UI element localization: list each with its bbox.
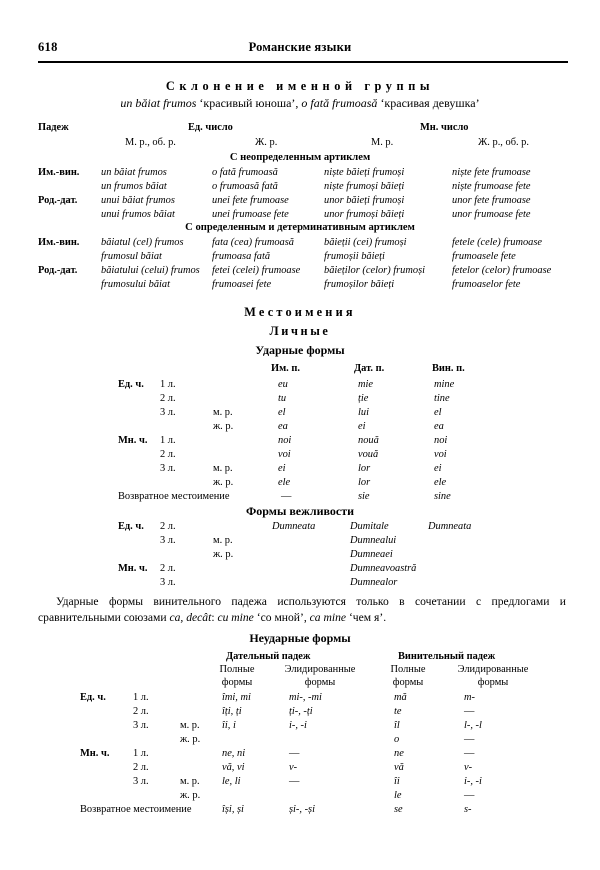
usage-note-paragraph: [38, 594, 566, 625]
table-row: [0, 747, 600, 761]
cell-accusative-full: te: [394, 706, 402, 717]
cell-dative-full: vă, vi: [222, 762, 245, 773]
row-gender-label: ж. р.: [213, 421, 234, 432]
cell-nominative: voi: [278, 449, 291, 460]
reflexive-label: Возвратное местоимение: [80, 804, 192, 815]
cell-accusative-full: îl: [394, 720, 400, 731]
cell-accusative: ea: [434, 421, 444, 432]
running-head-title: Романские языки: [248, 40, 352, 54]
table-row: [0, 264, 600, 278]
row-person-label: 1 л.: [133, 692, 149, 703]
header-pl-masc: М. р.: [371, 137, 394, 148]
header-accusative: Вин. п.: [432, 363, 465, 374]
cell-sg-fem: fata (cea) frumoasă: [212, 237, 294, 248]
table-row: [0, 476, 600, 490]
cell-sg-fem: o fată frumoasă: [212, 167, 278, 178]
table-row: [0, 789, 600, 803]
subheader-line-1: Элидированные: [457, 664, 529, 675]
cell-sg-fem: o frumoasă fată: [212, 181, 278, 192]
row-number-label: Мн. ч.: [118, 563, 148, 574]
row-gender-label: ж. р.: [213, 477, 234, 488]
cell-accusative-elided: l-, -l: [464, 720, 482, 731]
row-gender-label: м. р.: [213, 535, 233, 546]
table-row: [0, 576, 600, 590]
cell-accusative-elided: v-: [464, 762, 473, 773]
cell-nominative: Dumneata: [272, 521, 316, 532]
cell-accusative: ei: [434, 463, 442, 474]
row-person-label: 1 л.: [160, 435, 176, 446]
row-person-label: 2 л.: [160, 563, 176, 574]
row-person-label: 3 л.: [133, 720, 149, 731]
subheader-line-1: Элидированные: [284, 664, 356, 675]
row-gender-label: м. р.: [180, 720, 200, 731]
header-plural: Мн. число: [420, 122, 469, 133]
example-masculine-phrase: un băiat frumos: [120, 96, 197, 110]
cell-pl-masc: unor frumoși băieți: [324, 209, 405, 220]
table-row: [0, 434, 600, 448]
cell-sg-masc: frumosului băiat: [101, 279, 170, 290]
row-person-label: 2 л.: [133, 706, 149, 717]
cell-accusative: sine: [434, 491, 451, 502]
cell-pl-fem: fetelor (celor) frumoase: [452, 265, 552, 276]
row-person-label: 1 л.: [160, 379, 176, 390]
row-person-label: 3 л.: [160, 463, 176, 474]
cell-nominative: noi: [278, 435, 292, 446]
cell-sg-fem: unei fete frumoase: [212, 195, 289, 206]
cell-dative-elided: ți-, -ți: [289, 706, 313, 717]
note-text-4: ‘чем я’.: [346, 610, 387, 624]
subheader-line-1: Полные: [390, 664, 426, 675]
cell-accusative-elided: —: [464, 790, 475, 801]
cell-nominative: tu: [278, 393, 287, 404]
table-row-reflexive: [0, 803, 600, 817]
table-row: [0, 775, 600, 789]
row-person-label: 2 л.: [160, 393, 176, 404]
table-row: [0, 406, 600, 420]
declension-table-header-row-2: [0, 136, 600, 150]
subheader-line-2: формы: [304, 676, 336, 688]
cell-sg-masc: băiatul (cel) frumos: [101, 237, 184, 248]
header-rule: [38, 61, 568, 63]
cell-accusative: mine: [434, 379, 455, 390]
reflexive-label: Возвратное местоимение: [118, 491, 230, 502]
cell-pl-masc: băieților (celor) frumoși: [324, 265, 426, 276]
declension-example-line: [0, 96, 600, 111]
cell-nominative: ele: [278, 477, 291, 488]
note-text-3: ‘со мной’,: [253, 610, 310, 624]
cell-dative: Dumneaei: [350, 549, 393, 560]
cell-pl-fem: frumoasele fete: [452, 251, 516, 262]
table-row: [0, 562, 600, 576]
cell-dative: Dumnealor: [350, 577, 398, 588]
cell-nominative: el: [278, 407, 286, 418]
cell-accusative-elided: s-: [464, 804, 472, 815]
table-row: [0, 448, 600, 462]
subheader-line-2: формы: [221, 676, 253, 688]
row-person-label: 1 л.: [133, 748, 149, 759]
cell-dative: vouă: [358, 449, 379, 460]
table-row: [0, 462, 600, 476]
subheading-stressed-forms: Ударные формы: [255, 343, 345, 357]
row-case-label: Род.-дат.: [38, 195, 78, 206]
cell-dative: ție: [358, 393, 369, 404]
cell-sg-masc: băiatului (celui) frumos: [101, 265, 200, 276]
cell-dative-elided: și-, -și: [289, 804, 315, 815]
header-singular: Ед. число: [188, 122, 233, 133]
section-heading-pronouns: Местоимения: [244, 305, 356, 319]
subheading-unstressed-forms: Неударные формы: [249, 631, 351, 645]
table-row: [0, 278, 600, 292]
example-feminine-gloss: ‘красивая девушка’: [380, 96, 480, 110]
table-row: [0, 236, 600, 250]
table-row: [0, 166, 600, 180]
cell-pl-masc: frumoșii băieți: [324, 251, 385, 262]
cell-pl-masc: băieții (cei) frumoși: [324, 237, 407, 248]
cell-accusative: tine: [434, 393, 450, 404]
cell-sg-masc: frumosul băiat: [101, 251, 162, 262]
row-number-label: Мн. ч.: [118, 435, 148, 446]
cell-dative-full: le, li: [222, 776, 241, 787]
table-row: [0, 378, 600, 392]
row-gender-label: ж. р.: [180, 734, 201, 745]
declension-table-header-row-1: [0, 121, 600, 135]
cell-pl-masc: niște frumoși băieți: [324, 181, 405, 192]
subheader-dative-full: [207, 664, 267, 689]
row-number-label: Ед. ч.: [118, 379, 144, 390]
cell-nominative: eu: [278, 379, 288, 390]
row-gender-label: м. р.: [213, 463, 233, 474]
cell-pl-fem: frumoaselor fete: [452, 279, 521, 290]
cell-sg-masc: un frumos băiat: [101, 181, 167, 192]
note-text-2: :: [211, 610, 218, 624]
row-person-label: 2 л.: [133, 762, 149, 773]
cell-dative-elided: mi-, -mi: [289, 692, 322, 703]
cell-dative-full: ne, ni: [222, 748, 246, 759]
table-row: [0, 733, 600, 747]
cell-sg-fem: frumoasa fată: [212, 251, 271, 262]
page-number: 618: [38, 40, 58, 54]
cell-sg-fem: unei frumoase fete: [212, 209, 289, 220]
example-feminine-phrase: o fată frumoasă: [301, 96, 378, 110]
cell-accusative-elided: i-, -i: [464, 776, 482, 787]
cell-dative: lor: [358, 477, 371, 488]
section-heading-declension: Склонение именной группы: [165, 79, 435, 93]
header-accusative-case: Винительный падеж: [398, 651, 496, 662]
subheader-line-2: формы: [477, 676, 509, 688]
cell-nominative: ea: [278, 421, 288, 432]
cell-dative: mie: [358, 379, 374, 390]
subheader-line-2: формы: [392, 676, 424, 688]
cell-dative: Dumitale: [350, 521, 389, 532]
cell-dative-full: își, și: [222, 804, 244, 815]
cell-dative: nouă: [358, 435, 379, 446]
cell-dative: Dumnealui: [350, 535, 397, 546]
cell-dative: lor: [358, 463, 371, 474]
example-masculine-gloss: ‘красивый юноша’,: [199, 96, 299, 110]
header-case: Падеж: [38, 122, 69, 133]
subheading-personal: Личные: [269, 324, 331, 338]
header-pl-fem: Ж. р., об. р.: [478, 137, 529, 148]
table-row: [0, 420, 600, 434]
cell-accusative: Dumneata: [428, 521, 472, 532]
cell-pl-masc: unor băieți frumoși: [324, 195, 405, 206]
table-row: [0, 392, 600, 406]
subheader-accusative-elided: [445, 664, 541, 689]
cell-pl-fem: niște fete frumoase: [452, 167, 531, 178]
table-row: [0, 761, 600, 775]
row-person-label: 2 л.: [160, 521, 176, 532]
row-gender-label: м. р.: [180, 776, 200, 787]
cell-sg-masc: unui băiat frumos: [101, 195, 175, 206]
cell-dative-elided: —: [289, 748, 300, 759]
cell-accusative: ele: [434, 477, 447, 488]
cell-sg-masc: unui frumos băiat: [101, 209, 175, 220]
table-row: [0, 250, 600, 264]
table-row: [0, 719, 600, 733]
header-dative: Дат. п.: [354, 363, 385, 374]
note-italic-2: cu mine: [217, 610, 254, 624]
cell-pl-fem: unor fete frumoase: [452, 195, 531, 206]
table-row: [0, 208, 600, 222]
cell-dative-full: îți, ți: [222, 706, 242, 717]
cell-dative-elided: —: [289, 776, 300, 787]
cell-accusative: el: [434, 407, 442, 418]
group-label-definite: С определенным и детерминативным артиклем: [185, 222, 415, 233]
cell-accusative-full: vă: [394, 762, 404, 773]
cell-pl-masc: niște băieți frumoși: [324, 167, 405, 178]
row-case-label: Род.-дат.: [38, 265, 78, 276]
cell-dative: ei: [358, 421, 366, 432]
unstressed-group-header-row: [0, 650, 600, 664]
cell-accusative-full: o: [394, 734, 400, 745]
group-label-indefinite: С неопределенным артиклем: [229, 152, 371, 163]
cell-accusative-full: se: [394, 804, 403, 815]
table-row: [0, 194, 600, 208]
cell-dative-full: îi, i: [222, 720, 236, 731]
cell-accusative-elided: —: [464, 748, 475, 759]
header-nominative: Им. п.: [271, 363, 300, 374]
row-person-label: 3 л.: [160, 577, 176, 588]
table-row-reflexive: [0, 490, 600, 504]
cell-dative: sie: [358, 491, 370, 502]
row-person-label: 2 л.: [160, 449, 176, 460]
row-number-label: Ед. ч.: [80, 692, 106, 703]
cell-accusative-elided: —: [464, 706, 475, 717]
table-row: [0, 548, 600, 562]
table-row: [0, 180, 600, 194]
row-number-label: Ед. ч.: [118, 521, 144, 532]
table-row: [0, 705, 600, 719]
row-gender-label: ж. р.: [213, 549, 234, 560]
cell-dative-full: îmi, mi: [222, 692, 251, 703]
note-text-1: Ударные формы винительного падежа используются только в сочетании с предлогами и сравнительными союзами: [38, 595, 566, 624]
cell-accusative-full: ne: [394, 748, 404, 759]
row-case-label: Им.-вин.: [38, 167, 80, 178]
cell-accusative: voi: [434, 449, 447, 460]
cell-pl-fem: niște frumoase fete: [452, 181, 531, 192]
header-dative-case: Дательный падеж: [226, 651, 311, 662]
row-person-label: 3 л.: [160, 407, 176, 418]
cell-accusative-elided: m-: [464, 692, 475, 703]
header-sg-masc: М. р., об. р.: [125, 137, 176, 148]
row-case-label: Им.-вин.: [38, 237, 80, 248]
cell-pl-fem: fetele (cele) frumoase: [452, 237, 543, 248]
cell-sg-fem: fetei (celei) frumoase: [212, 265, 301, 276]
cell-nominative: ei: [278, 463, 286, 474]
cell-sg-fem: frumoasei fete: [212, 279, 272, 290]
cell-accusative-elided: —: [464, 734, 475, 745]
cell-dative: lui: [358, 407, 369, 418]
header-sg-fem: Ж. р.: [255, 137, 278, 148]
table-row: [0, 534, 600, 548]
cell-accusative-full: mă: [394, 692, 407, 703]
note-italic-1: ca, decât: [169, 610, 212, 624]
cell-sg-masc: un băiat frumos: [101, 167, 167, 178]
note-italic-3: ca mine: [309, 610, 347, 624]
table-row: [0, 691, 600, 705]
table-row: [0, 520, 600, 534]
cell-accusative-full: îi: [394, 776, 400, 787]
row-gender-label: ж. р.: [180, 790, 201, 801]
cell-dative-elided: i-, -i: [289, 720, 307, 731]
cell-dative-elided: v-: [289, 762, 298, 773]
cell-dative: Dumneavoastră: [350, 563, 417, 574]
row-number-label: Мн. ч.: [80, 748, 110, 759]
subheader-accusative-full: [378, 664, 438, 689]
row-person-label: 3 л.: [133, 776, 149, 787]
cell-accusative-full: le: [394, 790, 402, 801]
cell-pl-masc: frumoșilor băieți: [324, 279, 395, 290]
subheader-dative-elided: [272, 664, 368, 689]
row-gender-label: м. р.: [213, 407, 233, 418]
running-head: [38, 40, 562, 58]
row-person-label: 3 л.: [160, 535, 176, 546]
stressed-table-header-row: [0, 362, 600, 376]
subheading-politeness-forms: Формы вежливости: [245, 504, 355, 518]
cell-nominative: —: [281, 491, 292, 502]
subheader-line-1: Полные: [219, 664, 255, 675]
cell-pl-fem: unor frumoase fete: [452, 209, 531, 220]
cell-accusative: noi: [434, 435, 448, 446]
